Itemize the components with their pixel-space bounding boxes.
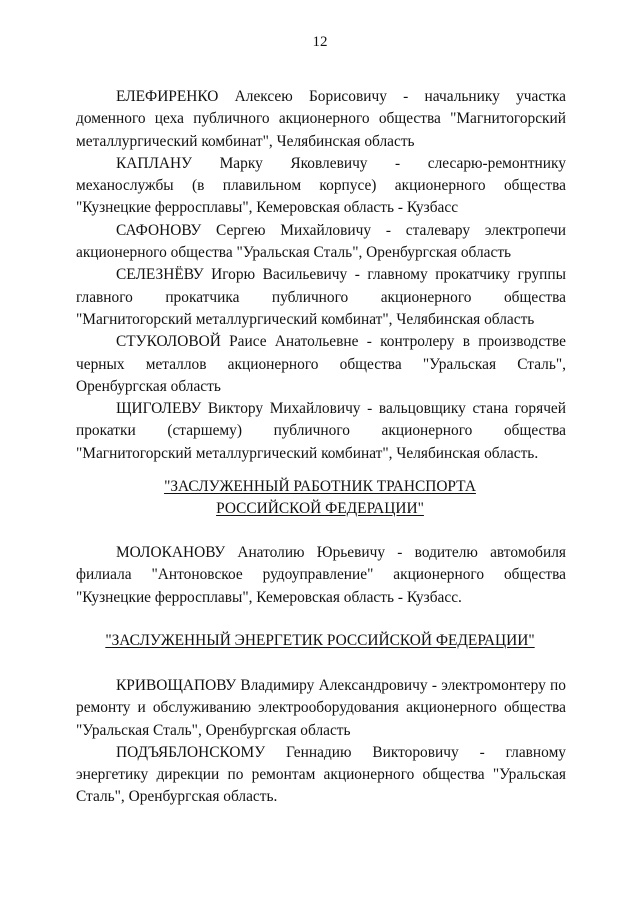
award-list-metallurgist bbox=[76, 86, 566, 465]
award-list-transport bbox=[76, 542, 566, 609]
section-heading-line: РОССИЙСКОЙ ФЕДЕРАЦИИ" bbox=[216, 500, 424, 518]
award-entry: СТУКОЛОВОЙ Раисе Анатольевне - контролеру в производстве черных металлов акционерного общества "Уральская Сталь", Оренбургская область bbox=[76, 333, 566, 395]
award-entry: ПОДЪЯБЛОНСКОМУ Геннадию Викторовичу - главному энергетику дирекции по ремонтам акционерного общества "Уральская Сталь", Оренбургская область. bbox=[76, 743, 566, 806]
award-entry: ЕЛЕФИРЕНКО Алексею Борисовичу - начальнику участка доменного цеха публичного акционерного общества "Магнитогорский металлургический комбинат", Челябинская область bbox=[76, 88, 566, 150]
award-entry: САФОНОВУ Сергею Михайловичу - сталевару электропечи акционерного общества "Уральская Сталь", Оренбургская область bbox=[76, 221, 566, 262]
section-heading-transport bbox=[0, 476, 640, 521]
award-entry: СЕЛЕЗНЁВУ Игорю Васильевичу - главному прокатчику группы главного прокатчика публичного акционерного общества "Магнитогорский металлургический комбинат", Челябинская область bbox=[76, 266, 566, 328]
award-entry: МОЛОКАНОВУ Анатолию Юрьевичу - водителю автомобиля филиала "Антоновское рудоуправление" акционерного общества "Кузнецкие ферросплавы", Кемеровская область - Кузбасс. bbox=[76, 544, 566, 606]
award-entry: ЩИГОЛЕВУ Виктору Михайловичу - вальцовщику стана горячей прокатки (старшему) публичного акционерного общества "Магнитогорский металлургический комбинат", Челябинская область. bbox=[76, 400, 566, 462]
section-heading-line: "ЗАСЛУЖЕННЫЙ РАБОТНИК ТРАНСПОРТА bbox=[164, 478, 476, 495]
section-heading-line: "ЗАСЛУЖЕННЫЙ ЭНЕРГЕТИК РОССИЙСКОЙ ФЕДЕРАЦИИ" bbox=[105, 632, 535, 649]
award-list-energy bbox=[76, 675, 566, 809]
award-entry: КАПЛАНУ Марку Яковлевичу - слесарю-ремонтнику механослужбы (в плавильном корпусе) акционерного общества "Кузнецкие ферросплавы", Кемеровская область - Кузбасс bbox=[76, 154, 566, 217]
award-entry: КРИВОЩАПОВУ Владимиру Александровичу - электромонтеру по ремонту и обслуживанию электрооборудования акционерного общества "Уральская Сталь", Оренбургская область bbox=[76, 677, 566, 739]
section-heading-energy bbox=[0, 630, 640, 652]
page-number: 12 bbox=[312, 34, 328, 50]
